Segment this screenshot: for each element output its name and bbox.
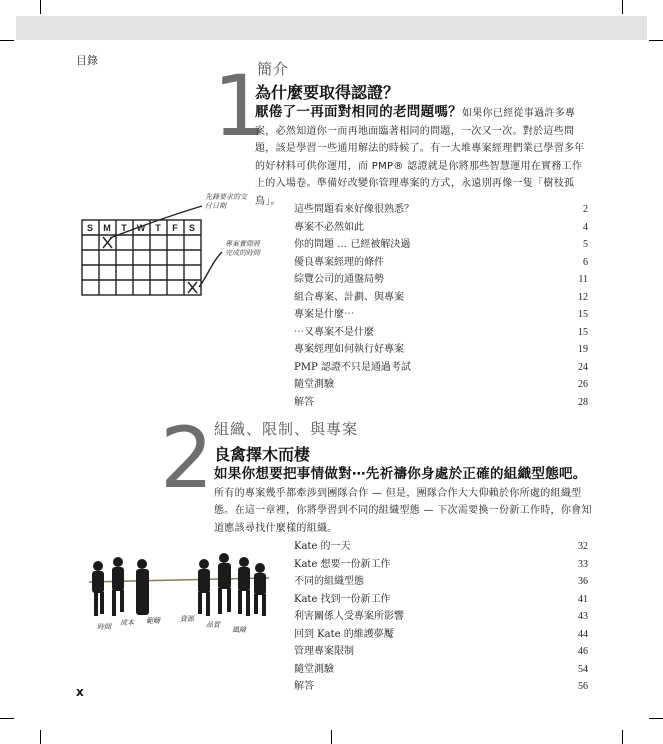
toc-entry[interactable]: Kate 的一天 32: [294, 541, 588, 552]
toc-entry[interactable]: 不同的組織型態 36: [294, 576, 588, 587]
crop-mark: [40, 730, 41, 744]
toc-entry[interactable]: 管理專案限制 46: [294, 646, 588, 657]
chapter-1-intro-text: 如果你已經從事過許多專案，必然知道你一而再地面臨著相同的問題，一次又一次。對於這些問題，該是學習一些通用解法的時候了。有一大堆專案經理們業已學習多年的好材料可供你運用，而 PMP® 認證就是你將那些智慧運用在實務工作上的入場卷。準備好改變你管理專案的方式，永遠別再像一隻「樹枝孤鳥」。: [255, 108, 585, 207]
crop-mark: [622, 0, 623, 14]
chapter-2-title[interactable]: 良禽擇木而棲: [214, 445, 311, 464]
calendar-day-label: T: [155, 223, 161, 233]
chapter-1-label: 簡介: [257, 60, 290, 78]
tug-label: 風險: [232, 626, 246, 634]
calendar-day-label: S: [188, 223, 196, 233]
toc-entry[interactable]: ⋯又專案不是什麼 15: [294, 326, 588, 338]
toc-entry[interactable]: 專案經理如何執行好專案 19: [294, 344, 588, 355]
toc-entry[interactable]: Kate 找到一份新工作 41: [294, 593, 588, 605]
chapter-2-label: 組織、限制、與專案: [214, 420, 359, 438]
realistic-date-note: 專案實際將完成的時間: [225, 240, 260, 257]
calendar-day-label: F: [172, 223, 178, 233]
page-folio: x: [76, 685, 84, 699]
toc-running-head: 目錄: [76, 54, 98, 67]
calendar-day-label: T: [121, 223, 127, 233]
toc-entry[interactable]: 你的問題 … 已經被解決過 5: [294, 239, 588, 250]
tug-of-war-photo: [84, 552, 274, 634]
tug-of-war-illustration: [84, 552, 274, 634]
crop-mark: [40, 0, 41, 14]
tug-label: 資源: [180, 615, 194, 623]
toc-entry[interactable]: Kate 想要一份新工作 33: [294, 558, 588, 570]
toc-entry[interactable]: PMP 認證不只是通過考試 24: [294, 361, 588, 373]
crop-mark: [0, 40, 14, 41]
top-gray-band: [16, 16, 647, 40]
toc-entry[interactable]: 這些問題看來好像很熟悉？ 2: [294, 204, 588, 215]
tug-label: 範疇: [146, 617, 160, 625]
chapter-2-toc: [294, 538, 588, 696]
chapter-2-lead: 如果你想要把事情做對⋯先祈禱你身處於正確的組織型態吧。: [214, 466, 587, 482]
chapter-1-lead: 厭倦了一再面對相同的老問題嗎？: [255, 104, 462, 120]
toc-entry[interactable]: 解答 28: [294, 396, 588, 408]
calendar-day-label: W: [136, 223, 146, 233]
chapter-1-title[interactable]: 為什麼要取得認證？: [255, 83, 400, 102]
crop-mark: [0, 718, 14, 719]
crop-mark: [649, 718, 663, 719]
calendar-day-label: M: [103, 223, 111, 233]
toc-entry[interactable]: 隨堂測驗 26: [294, 379, 588, 390]
toc-entry[interactable]: 隨堂測驗 54: [294, 663, 588, 675]
toc-entry[interactable]: 利害關係人受專案所影響 43: [294, 611, 588, 622]
crop-mark: [331, 730, 332, 744]
crop-mark: [622, 730, 623, 744]
tug-label: 時間: [97, 623, 111, 631]
toc-entry[interactable]: 優良專案經理的條件 6: [294, 256, 588, 268]
toc-entry[interactable]: 綜覽公司的通盤局勢 11: [294, 274, 588, 285]
chapter-1-intro: [255, 104, 591, 210]
chapter-2-number: 2: [160, 409, 214, 507]
calendar-day-label: S: [86, 223, 94, 233]
chapter-1-toc: [294, 201, 588, 411]
chapter-2-intro-text: 所有的專案幾乎都牽涉到團隊合作 — 但是，團隊合作大大仰賴於你所處的組織型態。在這一章裡，你將學習到不同的組織型態 — 下次需要換一份新工作時，你會知道應該尋找什麼樣的組織。: [214, 487, 592, 534]
chapter-2-intro: [214, 466, 592, 537]
toc-entry[interactable]: 解答 56: [294, 681, 588, 692]
due-date-note: 先鋒要求的交付日期: [205, 193, 247, 210]
toc-entry[interactable]: 回到 Kate 的維護夢魘 44: [294, 628, 588, 640]
tug-label: 品質: [206, 621, 220, 629]
toc-entry[interactable]: 專案是什麼⋯ 15: [294, 309, 588, 320]
toc-entry[interactable]: 專案不必然如此 4: [294, 221, 588, 233]
tug-label: 成本: [120, 619, 134, 627]
toc-entry[interactable]: 組合專案、計劃、與專案 12: [294, 291, 588, 303]
chapter-1-number: 1: [213, 57, 267, 155]
crop-mark: [649, 40, 663, 41]
